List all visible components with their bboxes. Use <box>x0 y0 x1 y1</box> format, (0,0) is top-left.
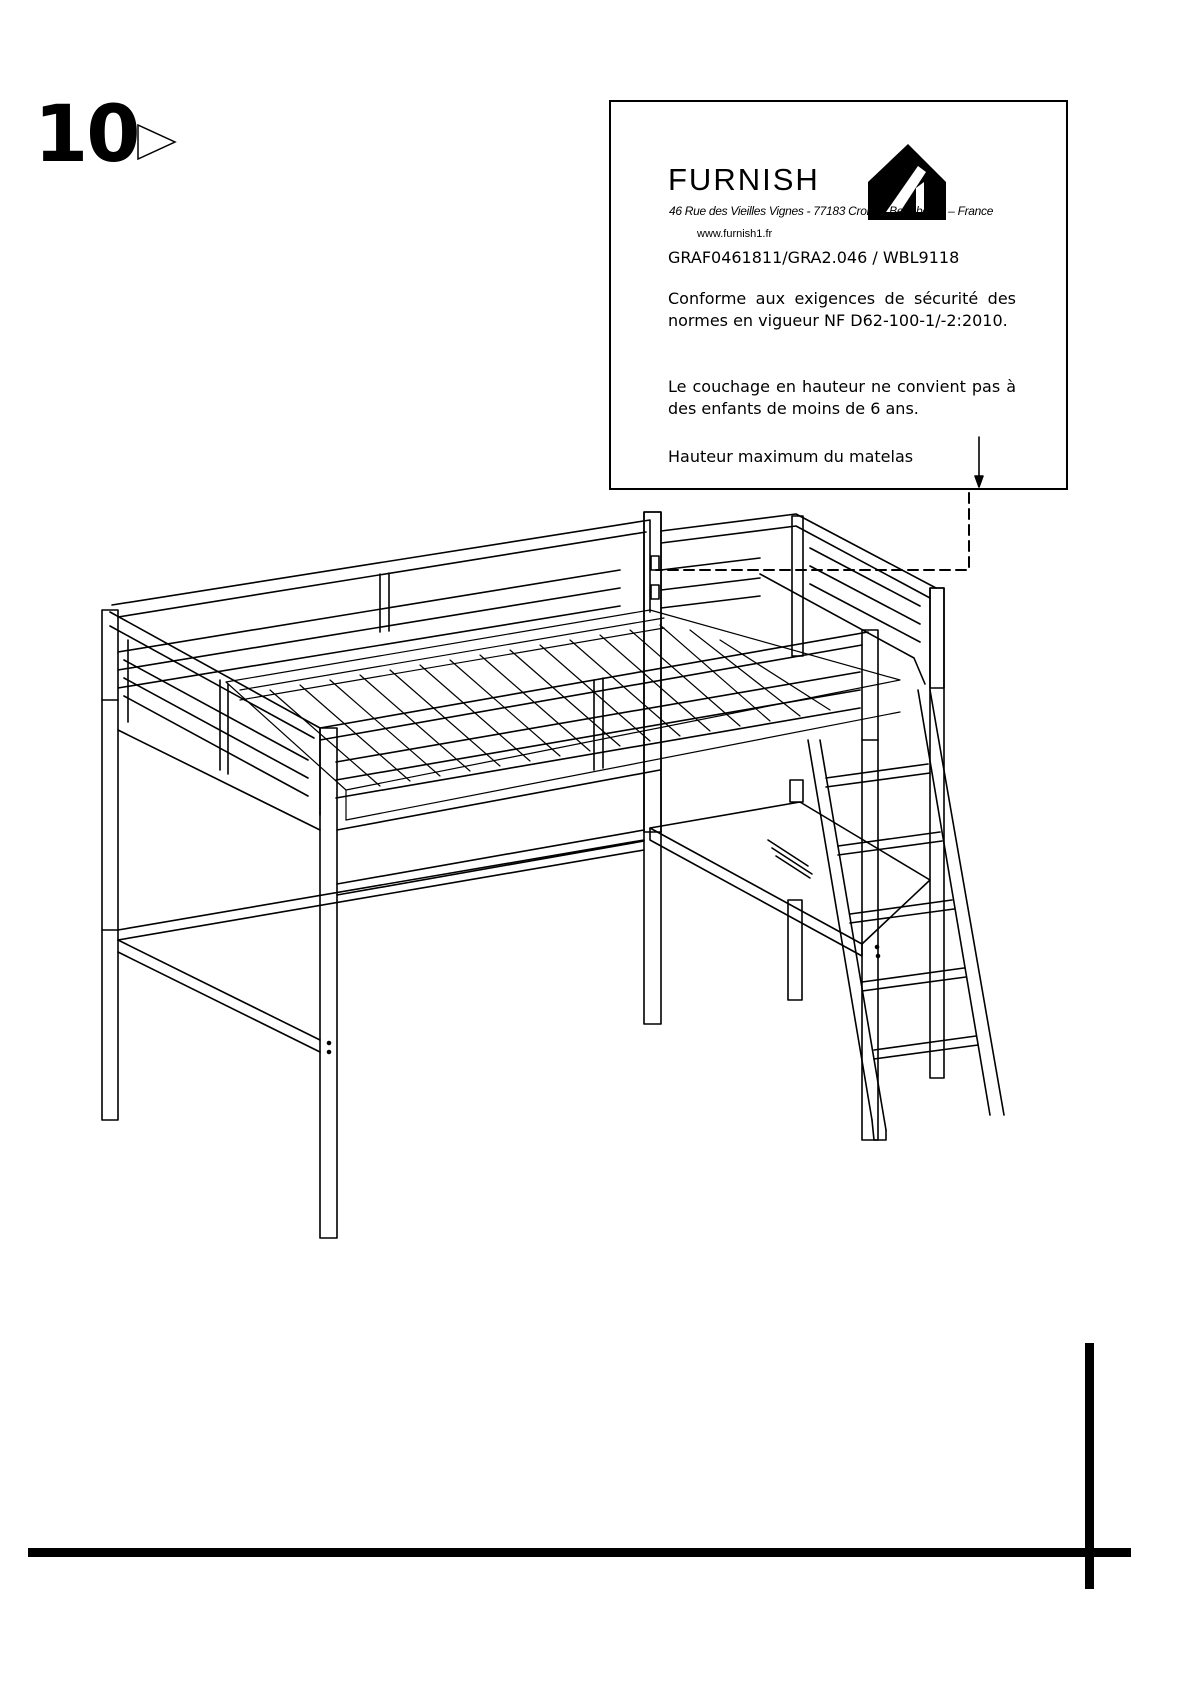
page-bottom-rule <box>28 1548 1131 1557</box>
page-corner-rule <box>1085 1343 1094 1589</box>
mattress-height-note: Hauteur maximum du matelas <box>668 447 914 466</box>
bed-base-frame <box>118 730 660 1052</box>
safety-compliance-text: Conforme aux exigences de sécurité des normes en vigueur NF D62-100-1/-2:2010. <box>668 289 1016 330</box>
front-center-post <box>320 728 337 1238</box>
brand-address: 46 Rue des Vieilles Vignes - 77183 Croissy Beaubourg – France <box>669 204 994 218</box>
ladder <box>808 690 1004 1140</box>
brand-website: www.furnish1.fr <box>697 228 773 240</box>
mattress-height-arrow <box>656 437 983 570</box>
step-number: 10 <box>34 90 139 180</box>
desk-surface <box>650 780 930 1000</box>
product-reference: GRAF0461811/GRA2.046 / WBL9118 <box>668 248 960 267</box>
age-warning-text: Le couchage en hauteur ne convient pas à des enfants de moins de 6 ans. <box>668 377 1016 418</box>
brand-name: FURNISH <box>668 162 820 197</box>
left-front-post <box>102 610 118 1120</box>
front-guard-rail <box>320 630 878 1140</box>
right-end-rail <box>661 514 944 688</box>
